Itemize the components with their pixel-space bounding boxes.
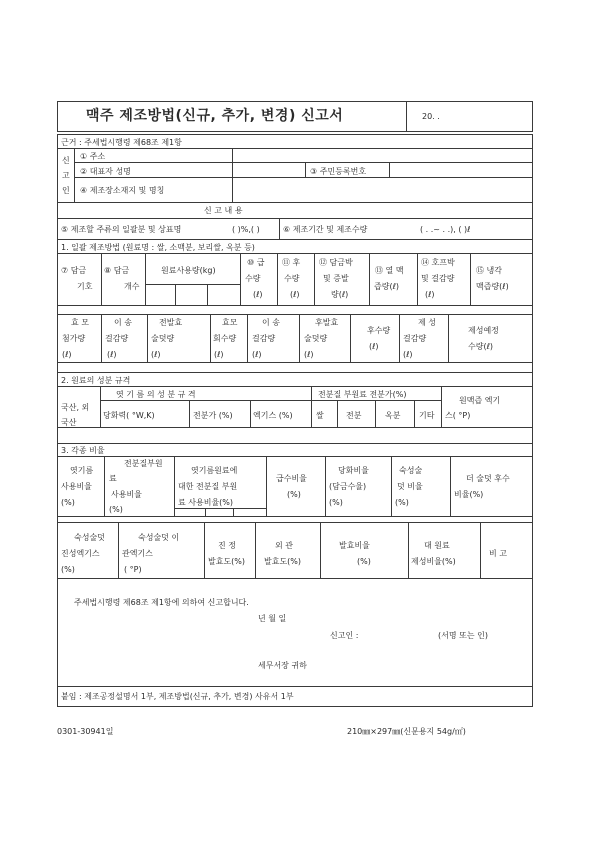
s3-r1-c4-a: 급수비율 — [276, 474, 307, 483]
s1-r2-c9-b: 수량(ℓ) — [468, 342, 494, 351]
s3-r2-c6-b: 제성비율(%) — [411, 557, 456, 566]
s1-r2-c3-a: 전발효 — [159, 318, 183, 327]
s3-r2-c7: 비 고 — [489, 549, 507, 558]
s1-r1-c5-a: ⑪ 후 — [282, 258, 301, 267]
period-value[interactable]: ( . .~ . .), ( )ℓ — [420, 225, 471, 234]
s1-r1-c1-a: ⑦ 담금 — [61, 266, 87, 275]
s3-r2-c1-a: 숙성술덧 — [74, 533, 105, 542]
s3-r1-c7-a: 더 술덧 후수 — [466, 474, 510, 483]
s3-r2-c2-b: 관엑기스 — [122, 549, 153, 558]
s1-r2-c6-c: (ℓ) — [304, 350, 314, 359]
s1-r2-c1-a: 효 모 — [71, 318, 89, 327]
s3-r1-c1-a: 엿기름 — [70, 466, 94, 475]
brand-value[interactable]: ( )%,( ) — [232, 225, 260, 234]
paper-spec: 210㎜×297㎜(신문용지 54g/㎡) — [347, 727, 466, 736]
s3-r1-c7-b: 비율(%) — [454, 490, 484, 499]
declaration-date[interactable]: 년 월 일 — [258, 614, 287, 623]
s2-col-sugar: 당화력( °W,K) — [103, 411, 155, 420]
s3-r1-c3-c: 료 사용비율(%) — [178, 498, 234, 507]
form-number: 0301-30941일 — [57, 727, 114, 736]
s3-r1-c1-b: 사용비율 — [61, 482, 92, 491]
section3-heading: 3. 각종 비율 — [61, 446, 105, 455]
s2-origin-a: 국산, 외 — [61, 403, 90, 412]
s3-r1-c6-a: 숙성술 — [399, 466, 423, 475]
s1-r2-c3-c: (ℓ) — [151, 350, 161, 359]
s3-r2-c2-a: 숙성술덧 이 — [138, 533, 180, 542]
s1-r2-c8-c: (ℓ) — [403, 350, 413, 359]
s1-r1-c9-b: 맥즙량(ℓ) — [476, 282, 509, 291]
s3-r1-c5-c: (%) — [329, 498, 343, 507]
s2-aux-spec: 전분질 부원료 전분가(%) — [318, 390, 407, 399]
s1-r1-c1-b: 기호 — [77, 282, 93, 291]
s3-r1-c6-b: 덧 비율 — [397, 482, 423, 491]
legal-basis: 근거 : 주세법시행령 제68조 제1항 — [61, 138, 182, 147]
brand-label: ⑤ 제조할 주류의 일괄분 및 상표명 — [61, 225, 182, 234]
s1-r2-c4-c: (ℓ) — [214, 350, 224, 359]
s1-r1-c6-a: ⑫ 담금박 — [319, 258, 353, 267]
s3-r2-c4-a: 외 관 — [275, 541, 293, 550]
s2-col-starch: 전분가 (%) — [193, 411, 233, 420]
section1-heading: 1. 일괄 제조방법 (원료명 : 쌀, 소맥분, 보리쌀, 옥분 등) — [61, 243, 255, 252]
s1-r1-c3: 원료사용량(kg) — [161, 266, 216, 275]
s1-r1-c8-c: (ℓ) — [425, 290, 435, 299]
s1-r1-c7-a: ⑬ 열 맥 — [375, 266, 404, 275]
s2-col-extract: 엑기스 (%) — [253, 411, 293, 420]
s1-r1-c7-b: 즙량(ℓ) — [374, 282, 400, 291]
s1-r2-c3-b: 술덧량 — [151, 334, 175, 343]
s1-r2-c7-b: (ℓ) — [369, 342, 379, 351]
s2-col-starch2: 전분 — [346, 411, 362, 420]
s1-r1-c9-a: ⑮ 냉각 — [476, 266, 502, 275]
sign-label: (서명 또는 인) — [438, 631, 488, 640]
s3-r2-c5-a: 발효비율 — [339, 541, 370, 550]
s2-col-other: 기타 — [419, 411, 435, 420]
s2-malt-spec: 엿 기 름 의 성 분 규 격 — [116, 390, 196, 399]
s1-r1-c6-b: 및 증발 — [323, 274, 349, 283]
reporter-label: 신고인 : — [330, 631, 359, 640]
applicant-side-label-1: 신 — [62, 156, 70, 165]
s1-r1-c4-b: 수량 — [245, 274, 261, 283]
s2-origin-b: 국산 — [61, 418, 77, 427]
s1-r1-c8-a: ⑭ 호프박 — [421, 258, 455, 267]
form-title: 맥주 제조방법(신규, 추가, 변경) 신고서 — [86, 108, 344, 124]
s1-r1-c5-c: (ℓ) — [290, 290, 300, 299]
s1-r2-c8-a: 제 성 — [418, 318, 436, 327]
period-label: ⑥ 제조기간 및 제조수량 — [283, 225, 368, 234]
s3-r2-c3-b: 발효도(%) — [208, 557, 246, 566]
s1-r1-c2-a: ⑧ 담금 — [104, 266, 130, 275]
s2-col-rice: 쌀 — [316, 411, 324, 420]
s1-r2-c4-b: 회수량 — [213, 334, 237, 343]
s1-r2-c5-a: 이 송 — [262, 318, 280, 327]
s2-wort-ext-a: 원맥즙 엑기 — [459, 396, 501, 405]
declaration-statement: 주세법시행령 제68조 제1항에 의하여 신고합니다. — [74, 598, 249, 607]
s3-r1-c3-a: 엿기름원료에 — [191, 466, 238, 475]
s1-r2-c5-b: 걸감량 — [252, 334, 276, 343]
factory-label: ④ 제조장소재지 및 명칭 — [80, 186, 165, 195]
applicant-side-label-3: 인 — [62, 186, 70, 195]
s1-r2-c1-c: (ℓ) — [62, 350, 72, 359]
s3-r1-c6-c: (%) — [395, 498, 409, 507]
s1-r2-c2-a: 이 송 — [114, 318, 132, 327]
representative-label: ② 대표자 성명 — [80, 167, 131, 176]
s1-r1-c6-c: 량(ℓ) — [331, 290, 349, 299]
s1-r1-c8-b: 및 걸감량 — [421, 274, 455, 283]
address-label: ① 주소 — [80, 152, 106, 161]
applicant-side-label-2: 고 — [62, 171, 70, 180]
s3-r1-c4-b: (%) — [287, 490, 301, 499]
s1-r2-c7-a: 후수량 — [367, 326, 391, 335]
date-field[interactable]: 20. . — [422, 112, 440, 121]
section2-heading: 2. 원료의 성분 규격 — [61, 376, 131, 385]
s1-r2-c6-b: 술덧량 — [304, 334, 328, 343]
s1-r1-c4-a: ⑩ 급 — [247, 258, 265, 267]
s1-r1-c5-b: 수량 — [284, 274, 300, 283]
s1-r1-c2-b: 개수 — [124, 282, 140, 291]
s3-r1-c1-c: (%) — [61, 498, 75, 507]
s3-r1-c2-b: 료 — [109, 474, 117, 483]
s1-r2-c5-c: (ℓ) — [252, 350, 262, 359]
s1-r1-c4-c: (ℓ) — [253, 290, 263, 299]
s1-r2-c8-b: 걸감량 — [403, 334, 427, 343]
s1-r2-c6-a: 후발효 — [315, 318, 339, 327]
s1-r2-c2-b: 걸감량 — [105, 334, 129, 343]
s3-r1-c2-a: 전분질부원 — [124, 459, 163, 468]
s3-r1-c5-b: (담금수율) — [329, 482, 367, 491]
addressee-label: 세무서장 귀하 — [258, 661, 307, 670]
s3-r2-c3-a: 진 정 — [218, 541, 236, 550]
s3-r2-c6-a: 대 원료 — [424, 541, 450, 550]
s3-r2-c1-c: (%) — [61, 565, 75, 574]
resident-no-label: ③ 주민등록번호 — [310, 167, 367, 176]
s1-r2-c2-c: (ℓ) — [107, 350, 117, 359]
s3-r2-c4-b: 발효도(%) — [264, 557, 302, 566]
attachment-note: 붙임 : 제조공정설명서 1부, 제조방법(신규, 추가, 변경) 사유서 1부 — [61, 692, 294, 701]
s1-r2-c9-a: 제성예정 — [468, 326, 499, 335]
s2-wort-ext-b: 스( °P) — [445, 411, 471, 420]
s3-r1-c2-c: 사용비율 — [111, 490, 142, 499]
s3-r1-c5-a: 당화비율 — [338, 466, 369, 475]
s3-r2-c5-b: (%) — [357, 557, 371, 566]
s3-r1-c2-d: (%) — [109, 505, 123, 514]
report-content-heading: 신 고 내 용 — [204, 206, 243, 215]
s1-r2-c1-b: 첨가량 — [62, 334, 86, 343]
s3-r1-c3-b: 대한 전분질 부원 — [178, 482, 238, 491]
s3-r2-c1-b: 진성엑기스 — [61, 549, 100, 558]
s2-col-corn: 옥분 — [385, 411, 401, 420]
s3-r2-c2-c: ( °P) — [124, 565, 142, 574]
s1-r2-c4-a: 효모 — [222, 318, 238, 327]
